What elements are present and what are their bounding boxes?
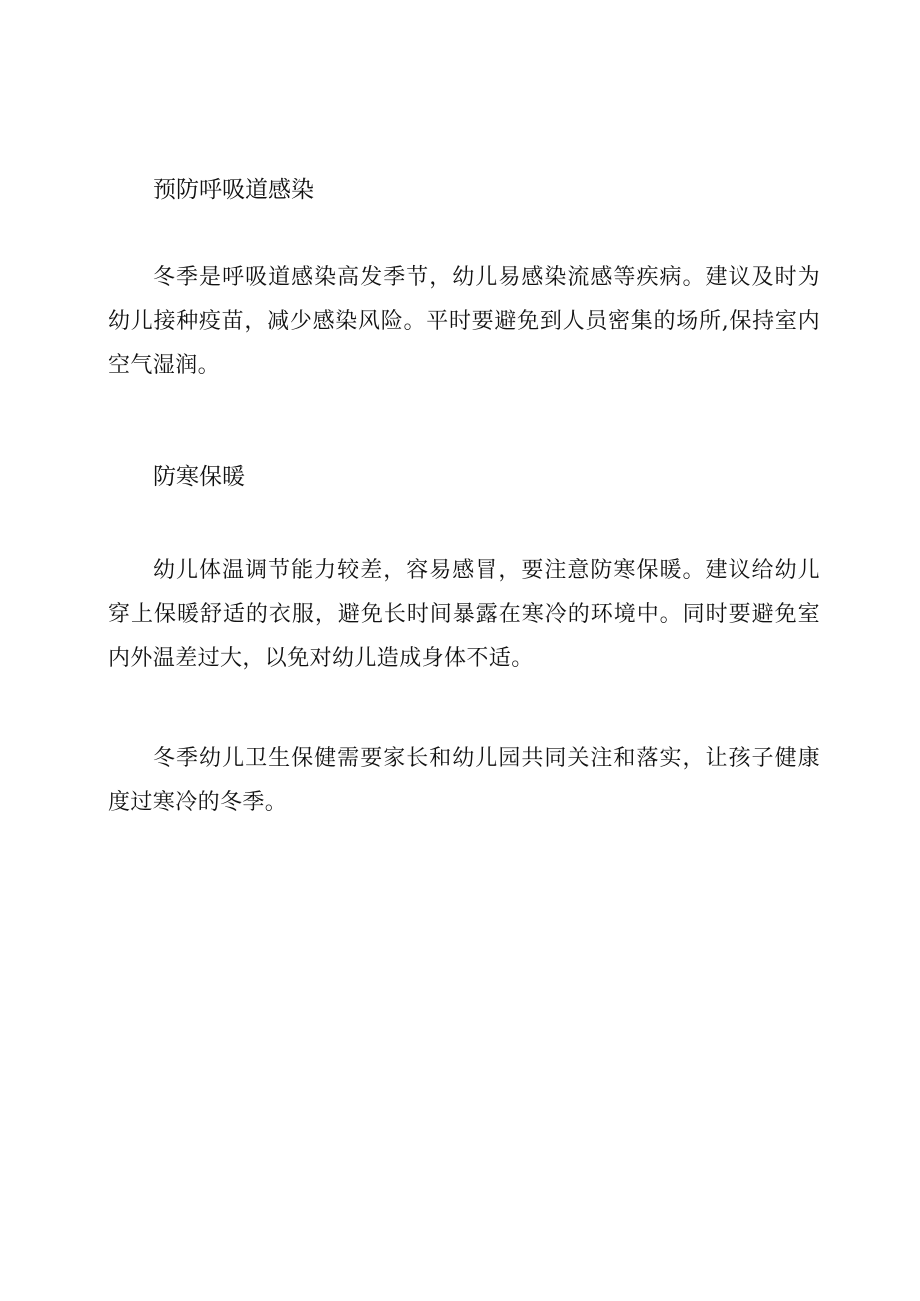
closing-paragraph: 冬季幼儿卫生保健需要家长和幼儿园共同关注和落实，让孩子健康度过寒冷的冬季。	[108, 746, 820, 815]
section-paragraph-respiratory: 冬季是呼吸道感染高发季节，幼儿易感染流感等疾病。建议及时为幼儿接种疫苗，减少感染风险。平时要避免到人员密集的场所,保持室内空气湿润。	[108, 265, 820, 378]
section-heading-keep-warm: 防寒保暖	[153, 464, 245, 490]
section-paragraph-keep-warm: 幼儿体温调节能力较差，容易感冒，要注意防寒保暖。建议给幼儿穿上保暖舒适的衣服，避免长时间暴露在寒冷的环境中。同时要避免室内外温差过大，以免对幼儿造成身体不适。	[108, 558, 820, 671]
section-heading-respiratory: 预防呼吸道感染	[153, 177, 314, 203]
